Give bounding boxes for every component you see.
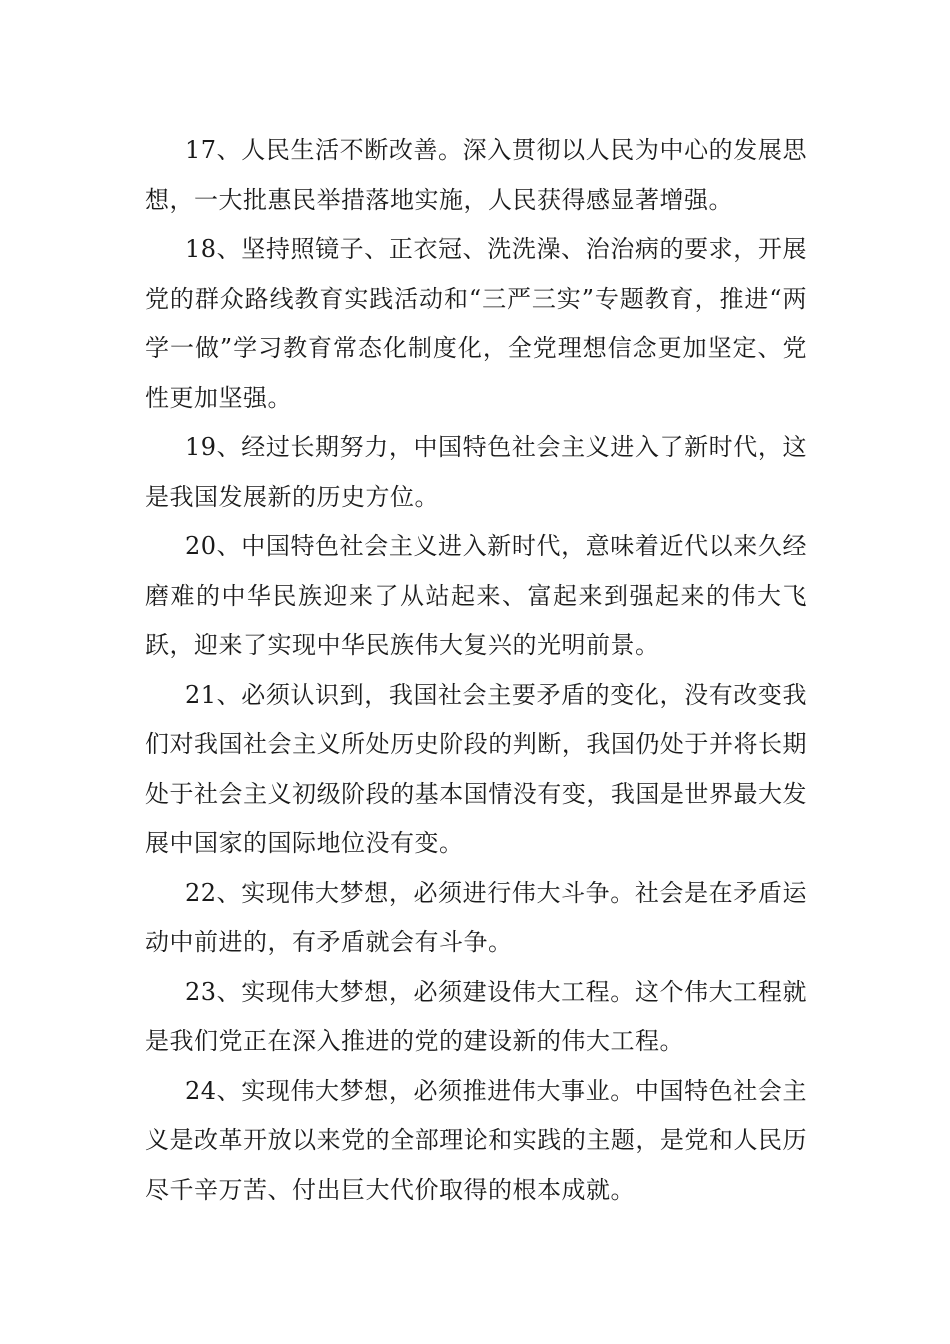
paragraph-22: 22、实现伟大梦想，必须进行伟大斗争。社会是在矛盾运动中前进的，有矛盾就会有斗争。: [145, 878, 807, 956]
paragraph-23: 23、实现伟大梦想，必须建设伟大工程。这个伟大工程就是我们党正在深入推进的党的建设新的伟大工程。: [145, 977, 807, 1055]
document-body: [145, 126, 807, 1215]
paragraph-17: 17、人民生活不断改善。深入贯彻以人民为中心的发展思想，一大批惠民举措落地实施，人民获得感显著增强。: [145, 136, 807, 214]
paragraph-19: 19、经过长期努力，中国特色社会主义进入了新时代，这是我国发展新的历史方位。: [145, 433, 807, 511]
paragraph-18: 18、坚持照镜子、正衣冠、洗洗澡、治治病的要求，开展党的群众路线教育实践活动和“三严三实”专题教育，推进“两学一做”学习教育常态化制度化，全党理想信念更加坚定、党性更加坚强。: [145, 235, 807, 412]
paragraph-20: 20、中国特色社会主义进入新时代，意味着近代以来久经磨难的中华民族迎来了从站起来、富起来到强起来的伟大飞跃，迎来了实现中华民族伟大复兴的光明前景。: [145, 532, 807, 659]
paragraph-21: 21、必须认识到，我国社会主要矛盾的变化，没有改变我们对我国社会主义所处历史阶段的判断，我国仍处于并将长期处于社会主义初级阶段的基本国情没有变，我国是世界最大发展中国家的国际地位没有变。: [145, 680, 807, 857]
paragraph-24: 24、实现伟大梦想，必须推进伟大事业。中国特色社会主义是改革开放以来党的全部理论和实践的主题，是党和人民历尽千辛万苦、付出巨大代价取得的根本成就。: [145, 1076, 807, 1204]
